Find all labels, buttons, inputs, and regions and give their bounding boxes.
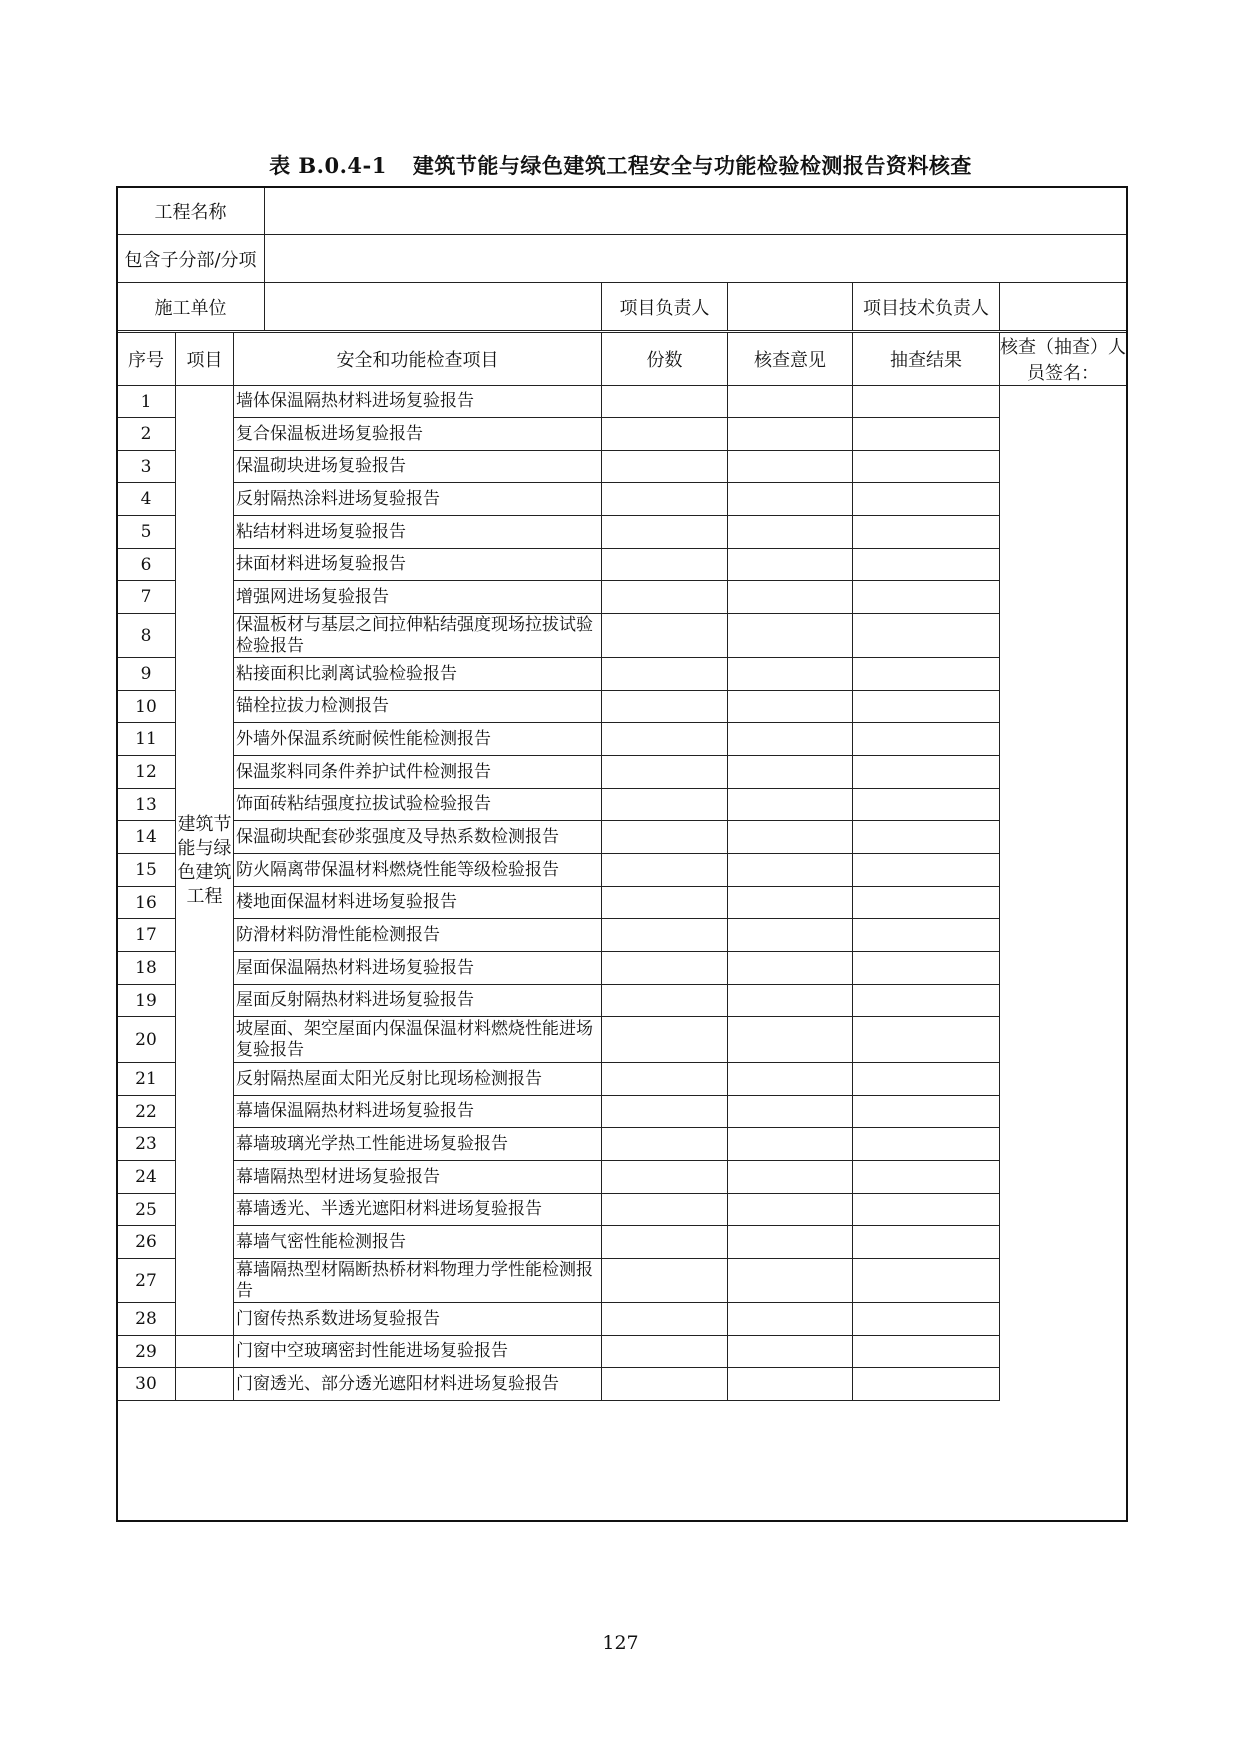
copies-cell[interactable] xyxy=(602,854,728,887)
header-table xyxy=(116,186,1127,331)
table-row xyxy=(117,789,1127,821)
inspection-item: 外墙外保温系统耐候性能检测报告 xyxy=(234,723,602,756)
opinion-cell[interactable] xyxy=(728,1259,853,1303)
row-number: 4 xyxy=(117,483,176,516)
opinion-cell[interactable] xyxy=(728,887,853,919)
row-number: 1 xyxy=(117,386,176,418)
row-number: 10 xyxy=(117,691,176,723)
result-cell[interactable] xyxy=(853,451,1000,483)
opinion-cell[interactable] xyxy=(728,1368,853,1401)
table-row xyxy=(117,1096,1127,1128)
inspection-table xyxy=(116,332,1127,1401)
opinion-cell[interactable] xyxy=(728,1336,853,1368)
table-row xyxy=(117,985,1127,1017)
row-number: 20 xyxy=(117,1017,176,1063)
tech-lead-field[interactable] xyxy=(1000,283,1127,331)
subdivision-field[interactable] xyxy=(265,235,1127,283)
category-cell-empty xyxy=(176,1336,234,1368)
col-header-opinion: 核查意见 xyxy=(728,333,853,386)
copies-cell[interactable] xyxy=(602,386,728,418)
row-number: 16 xyxy=(117,887,176,919)
result-cell[interactable] xyxy=(853,1226,1000,1259)
table-row xyxy=(117,723,1127,756)
inspection-item: 复合保温板进场复验报告 xyxy=(234,418,602,451)
inspection-item: 保温板材与基层之间拉伸粘结强度现场拉拔试验检验报告 xyxy=(234,614,602,658)
opinion-cell[interactable] xyxy=(728,789,853,821)
opinion-cell[interactable] xyxy=(728,1063,853,1096)
copies-cell[interactable] xyxy=(602,691,728,723)
inspection-item: 反射隔热涂料进场复验报告 xyxy=(234,483,602,516)
opinion-cell[interactable] xyxy=(728,614,853,658)
inspection-item: 门窗传热系数进场复验报告 xyxy=(234,1303,602,1336)
table-row xyxy=(117,1161,1127,1194)
result-cell[interactable] xyxy=(853,1161,1000,1194)
result-cell[interactable] xyxy=(853,985,1000,1017)
opinion-cell[interactable] xyxy=(728,1226,853,1259)
table-row xyxy=(117,614,1127,658)
result-cell[interactable] xyxy=(853,1017,1000,1063)
result-cell[interactable] xyxy=(853,854,1000,887)
result-cell[interactable] xyxy=(853,919,1000,952)
table-row xyxy=(117,418,1127,451)
copies-cell[interactable] xyxy=(602,789,728,821)
row-number: 18 xyxy=(117,952,176,985)
result-cell[interactable] xyxy=(853,1303,1000,1336)
project-manager-field[interactable] xyxy=(728,283,853,331)
table-row xyxy=(117,1017,1127,1063)
copies-cell[interactable] xyxy=(602,451,728,483)
opinion-cell[interactable] xyxy=(728,658,853,691)
row-number: 15 xyxy=(117,854,176,887)
row-number: 14 xyxy=(117,821,176,854)
result-cell[interactable] xyxy=(853,1063,1000,1096)
inspection-item: 防火隔离带保温材料燃烧性能等级检验报告 xyxy=(234,854,602,887)
result-cell[interactable] xyxy=(853,821,1000,854)
category-cell: 建筑节能与绿色建筑工程 xyxy=(176,386,234,1336)
row-number: 9 xyxy=(117,658,176,691)
copies-cell[interactable] xyxy=(602,658,728,691)
result-cell[interactable] xyxy=(853,614,1000,658)
result-cell[interactable] xyxy=(853,691,1000,723)
row-number: 30 xyxy=(117,1368,176,1401)
result-cell[interactable] xyxy=(853,952,1000,985)
opinion-cell[interactable] xyxy=(728,386,853,418)
row-number: 29 xyxy=(117,1336,176,1368)
col-header-result: 抽查结果 xyxy=(853,333,1000,386)
opinion-cell[interactable] xyxy=(728,919,853,952)
opinion-cell[interactable] xyxy=(728,756,853,789)
opinion-cell[interactable] xyxy=(728,952,853,985)
copies-cell[interactable] xyxy=(602,1096,728,1128)
project-manager-label: 项目负责人 xyxy=(602,283,728,331)
opinion-cell[interactable] xyxy=(728,854,853,887)
copies-cell[interactable] xyxy=(602,919,728,952)
inspection-item: 幕墙隔热型材隔断热桥材料物理力学性能检测报告 xyxy=(234,1259,602,1303)
inspection-item: 门窗中空玻璃密封性能进场复验报告 xyxy=(234,1336,602,1368)
inspection-item: 增强网进场复验报告 xyxy=(234,581,602,614)
opinion-cell[interactable] xyxy=(728,1017,853,1063)
inspector-signature-cell[interactable] xyxy=(1000,333,1127,386)
contractor-row xyxy=(117,283,1127,331)
row-number: 5 xyxy=(117,516,176,549)
opinion-cell[interactable] xyxy=(728,985,853,1017)
row-number: 3 xyxy=(117,451,176,483)
copies-cell[interactable] xyxy=(602,418,728,451)
row-number: 21 xyxy=(117,1063,176,1096)
inspection-item: 楼地面保温材料进场复验报告 xyxy=(234,887,602,919)
contractor-label: 施工单位 xyxy=(117,283,265,331)
project-name-row xyxy=(117,187,1127,235)
table-row xyxy=(117,854,1127,887)
result-cell[interactable] xyxy=(853,386,1000,418)
table-row xyxy=(117,756,1127,789)
copies-cell[interactable] xyxy=(602,756,728,789)
copies-cell[interactable] xyxy=(602,1128,728,1161)
copies-cell[interactable] xyxy=(602,1194,728,1226)
table-row xyxy=(117,1368,1127,1401)
inspection-item: 保温砌块进场复验报告 xyxy=(234,451,602,483)
copies-cell[interactable] xyxy=(602,1336,728,1368)
row-number: 24 xyxy=(117,1161,176,1194)
copies-cell[interactable] xyxy=(602,581,728,614)
table-row xyxy=(117,1303,1127,1336)
result-cell[interactable] xyxy=(853,887,1000,919)
table-row xyxy=(117,919,1127,952)
tech-lead-label: 项目技术负责人 xyxy=(853,283,1000,331)
col-header-copies: 份数 xyxy=(602,333,728,386)
copies-cell[interactable] xyxy=(602,1303,728,1336)
result-cell[interactable] xyxy=(853,581,1000,614)
page-number: 127 xyxy=(602,1632,639,1654)
inspector-signature-label: 核查（抽查）人员签名： xyxy=(1000,337,1126,384)
row-number: 17 xyxy=(117,919,176,952)
row-number: 2 xyxy=(117,418,176,451)
inspection-item: 墙体保温隔热材料进场复验报告 xyxy=(234,386,602,418)
copies-cell[interactable] xyxy=(602,1368,728,1401)
result-cell[interactable] xyxy=(853,1336,1000,1368)
copies-cell[interactable] xyxy=(602,985,728,1017)
table-row xyxy=(117,516,1127,549)
opinion-cell[interactable] xyxy=(728,821,853,854)
result-cell[interactable] xyxy=(853,1128,1000,1161)
table-row xyxy=(117,691,1127,723)
inspection-item: 粘结材料进场复验报告 xyxy=(234,516,602,549)
copies-cell[interactable] xyxy=(602,1063,728,1096)
opinion-cell[interactable] xyxy=(728,451,853,483)
copies-cell[interactable] xyxy=(602,723,728,756)
project-name-field[interactable] xyxy=(265,187,1127,235)
table-row xyxy=(117,952,1127,985)
row-number: 27 xyxy=(117,1259,176,1303)
opinion-cell[interactable] xyxy=(728,1128,853,1161)
table-title xyxy=(0,150,1241,180)
inspection-item: 屋面保温隔热材料进场复验报告 xyxy=(234,952,602,985)
copies-cell[interactable] xyxy=(602,952,728,985)
inspection-item: 防滑材料防滑性能检测报告 xyxy=(234,919,602,952)
category-cell-empty xyxy=(176,1368,234,1401)
copies-cell[interactable] xyxy=(602,1226,728,1259)
row-number: 28 xyxy=(117,1303,176,1336)
table-row xyxy=(117,658,1127,691)
table-row xyxy=(117,1259,1127,1303)
result-cell[interactable] xyxy=(853,1368,1000,1401)
result-cell[interactable] xyxy=(853,1096,1000,1128)
inspection-item: 屋面反射隔热材料进场复验报告 xyxy=(234,985,602,1017)
copies-cell[interactable] xyxy=(602,516,728,549)
row-number: 22 xyxy=(117,1096,176,1128)
result-cell[interactable] xyxy=(853,658,1000,691)
row-number: 19 xyxy=(117,985,176,1017)
copies-cell[interactable] xyxy=(602,1161,728,1194)
row-number: 25 xyxy=(117,1194,176,1226)
inspection-item: 幕墙隔热型材进场复验报告 xyxy=(234,1161,602,1194)
table-title-text: 建筑节能与绿色建筑工程安全与功能检验检测报告资料核查 xyxy=(412,153,972,178)
col-header-category: 项目 xyxy=(176,333,234,386)
inspection-item: 幕墙透光、半透光遮阳材料进场复验报告 xyxy=(234,1194,602,1226)
result-cell[interactable] xyxy=(853,1259,1000,1303)
result-cell[interactable] xyxy=(853,789,1000,821)
row-number: 7 xyxy=(117,581,176,614)
table-row xyxy=(117,483,1127,516)
inspection-item: 幕墙保温隔热材料进场复验报告 xyxy=(234,1096,602,1128)
inspection-rows xyxy=(117,386,1127,1401)
table-row xyxy=(117,1336,1127,1368)
copies-cell[interactable] xyxy=(602,549,728,581)
result-cell[interactable] xyxy=(853,483,1000,516)
subdivision-label: 包含子分部/分项 xyxy=(117,235,265,283)
table-row xyxy=(117,581,1127,614)
contractor-field[interactable] xyxy=(265,283,602,331)
result-cell[interactable] xyxy=(853,516,1000,549)
result-cell[interactable] xyxy=(853,418,1000,451)
table-row xyxy=(117,451,1127,483)
subdivision-row xyxy=(117,235,1127,283)
copies-cell[interactable] xyxy=(602,614,728,658)
inspection-item: 幕墙玻璃光学热工性能进场复验报告 xyxy=(234,1128,602,1161)
table-row xyxy=(117,1226,1127,1259)
inspection-item: 幕墙气密性能检测报告 xyxy=(234,1226,602,1259)
table-row xyxy=(117,1063,1127,1096)
table-row xyxy=(117,1128,1127,1161)
opinion-cell[interactable] xyxy=(728,691,853,723)
copies-cell[interactable] xyxy=(602,1017,728,1063)
opinion-cell[interactable] xyxy=(728,1303,853,1336)
result-cell[interactable] xyxy=(853,1194,1000,1226)
row-number: 11 xyxy=(117,723,176,756)
inspection-item: 抹面材料进场复验报告 xyxy=(234,549,602,581)
opinion-cell[interactable] xyxy=(728,723,853,756)
inspection-item: 饰面砖粘结强度拉拔试验检验报告 xyxy=(234,789,602,821)
row-number: 26 xyxy=(117,1226,176,1259)
result-cell[interactable] xyxy=(853,549,1000,581)
row-number: 12 xyxy=(117,756,176,789)
col-header-no: 序号 xyxy=(117,333,176,386)
result-cell[interactable] xyxy=(853,723,1000,756)
inspection-item: 反射隔热屋面太阳光反射比现场检测报告 xyxy=(234,1063,602,1096)
copies-cell[interactable] xyxy=(602,483,728,516)
table-row xyxy=(117,821,1127,854)
opinion-cell[interactable] xyxy=(728,418,853,451)
inspection-item: 锚栓拉拔力检测报告 xyxy=(234,691,602,723)
inspection-item: 门窗透光、部分透光遮阳材料进场复验报告 xyxy=(234,1368,602,1401)
table-code: 表 B.0.4-1 xyxy=(269,153,387,178)
result-cell[interactable] xyxy=(853,756,1000,789)
opinion-cell[interactable] xyxy=(728,549,853,581)
column-header-row xyxy=(117,333,1127,386)
inspection-item: 坡屋面、架空屋面内保温保温材料燃烧性能进场复验报告 xyxy=(234,1017,602,1063)
row-number: 23 xyxy=(117,1128,176,1161)
table-row xyxy=(117,549,1127,581)
opinion-cell[interactable] xyxy=(728,1096,853,1128)
opinion-cell[interactable] xyxy=(728,581,853,614)
row-number: 8 xyxy=(117,614,176,658)
project-name-label: 工程名称 xyxy=(117,187,265,235)
inspection-item: 保温砌块配套砂浆强度及导热系数检测报告 xyxy=(234,821,602,854)
opinion-cell[interactable] xyxy=(728,483,853,516)
table-row xyxy=(117,887,1127,919)
col-header-item: 安全和功能检查项目 xyxy=(234,333,602,386)
table-row xyxy=(117,386,1127,418)
inspection-item: 粘接面积比剥离试验检验报告 xyxy=(234,658,602,691)
opinion-cell[interactable] xyxy=(728,1161,853,1194)
copies-cell[interactable] xyxy=(602,821,728,854)
inspection-item: 保温浆料同条件养护试件检测报告 xyxy=(234,756,602,789)
opinion-cell[interactable] xyxy=(728,1194,853,1226)
row-number: 13 xyxy=(117,789,176,821)
table-row xyxy=(117,1194,1127,1226)
opinion-cell[interactable] xyxy=(728,516,853,549)
copies-cell[interactable] xyxy=(602,1259,728,1303)
copies-cell[interactable] xyxy=(602,887,728,919)
row-number: 6 xyxy=(117,549,176,581)
